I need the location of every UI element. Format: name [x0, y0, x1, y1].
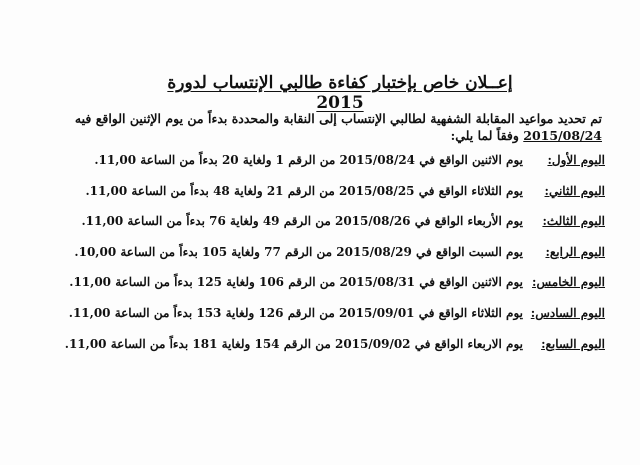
schedule-day-details: يوم الأربعاء الواقع في 2015/08/26 من الرقم 49 ولغاية 76 بدءاً من الساعة 11,00.: [81, 214, 523, 229]
schedule-row: [45, 337, 605, 368]
schedule-day-label: اليوم السابع:: [541, 336, 605, 351]
schedule-list: [45, 153, 605, 367]
schedule-row: [45, 214, 605, 245]
intro-tail: وفقاً لما يلي:: [450, 128, 519, 143]
schedule-row: [45, 184, 605, 215]
intro-date: 2015/08/24: [523, 128, 602, 143]
schedule-row: [45, 306, 605, 337]
intro-text: تم تحديد مواعيد المقابلة الشفهية لطالبي الإنتساب إلى النقابة والمحددة بدءاً من يوم الإثنين الواقع فيه: [74, 111, 602, 126]
schedule-day-label: اليوم الرابع:: [545, 244, 605, 259]
schedule-day-label: اليوم الثالث:: [542, 214, 605, 229]
schedule-row: [45, 275, 605, 306]
schedule-day-details: يوم السبت الواقع في 2015/08/29 من الرقم 77 ولغاية 105 بدءاً من الساعة 10,00.: [74, 244, 523, 259]
schedule-day-details: يوم الاثنين الواقع في 2015/08/31 من الرقم 106 ولغاية 125 بدءاً من الساعة 11,00.: [69, 275, 523, 290]
schedule-day-label: اليوم الثاني:: [544, 183, 605, 198]
announcement-title: إعــلان خاص بإختبار كفاءة طالبي الإنتساب لدورة 2015: [167, 73, 513, 113]
schedule-row: [45, 245, 605, 276]
schedule-day-label: اليوم الأول:: [547, 153, 605, 167]
schedule-day-label: اليوم الخامس:: [532, 275, 605, 290]
schedule-day-details: يوم الثلاثاء الواقع في 2015/09/01 من الرقم 126 ولغاية 153 بدءاً من الساعة 11,00.: [68, 305, 523, 320]
schedule-day-label: اليوم السادس:: [530, 305, 605, 320]
schedule-day-details: يوم الاثنين الواقع في 2015/08/24 من الرقم 1 ولغاية 20 بدءاً من الساعة 11,00.: [94, 153, 523, 167]
schedule-day-details: يوم الاربعاء الواقع في 2015/09/02 من الرقم 154 ولغاية 181 بدءاً من الساعة 11,00.: [64, 336, 523, 351]
intro-paragraph: [42, 110, 602, 144]
schedule-day-details: يوم الثلاثاء الواقع في 2015/08/25 من الرقم 21 ولغاية 48 بدءاً من الساعة 11,00.: [85, 183, 523, 198]
schedule-row: [45, 153, 605, 184]
